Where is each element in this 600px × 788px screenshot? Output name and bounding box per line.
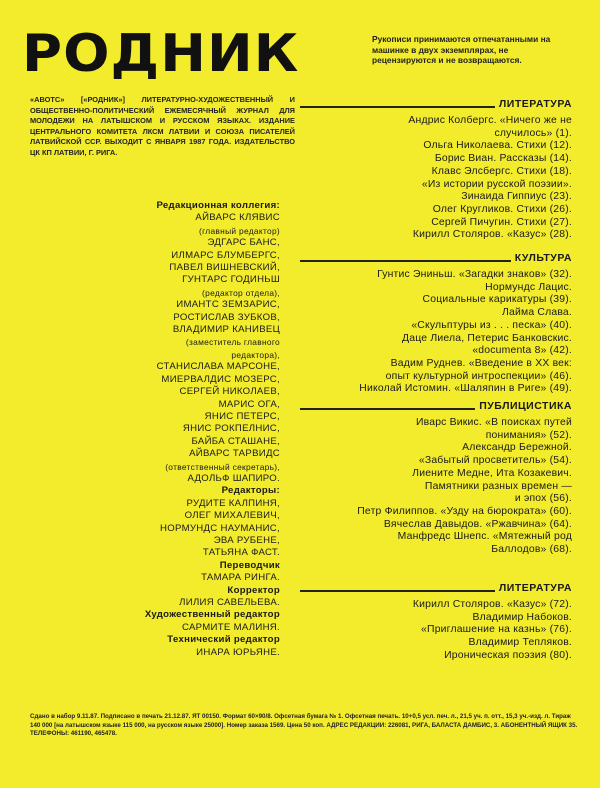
board-member: СЕРГЕЙ НИКОЛАЕВ, [179,386,280,398]
toc-entry: «Из истории русской поэзии». [421,178,572,190]
toc-entry: Петр Филиппов. «Узду на бюрократа» (60). [357,505,572,517]
toc-entry: Сергей Пичугин. Стихи (27). [431,216,572,228]
board-member: ЭВА РУБЕНЕ, [213,534,280,546]
board-member: НОРМУНДС НАУМАНИС, [160,522,280,534]
board-member: ЭДГАРС БАНС, [207,237,280,249]
board-member: АДОЛЬФ ШАПИРО. [187,472,280,484]
board-member: ИЛМАРС БЛУМБЕРГС, [171,249,280,261]
toc-entry: Даце Лиела, Петерис Банковскис. [402,332,572,344]
board-member: ЛИЛИЯ САВЕЛЬЕВА. [179,597,280,608]
toc-entry: понимания» (52). [485,429,572,441]
toc-entry: Вадим Руднев. «Введение в XX век: [390,357,572,369]
board-heading: Технический редактор [167,634,280,646]
board-member: (редактор отдела), [202,287,280,298]
toc-entry: Александр Бережной. [462,442,572,454]
board-member: ЯНИС ПЕТЕРС, [204,410,280,422]
toc-section [300,251,572,396]
toc-entry: Владимир Тепляков. [468,637,572,649]
board-member: ЯНИС РОКПЕЛНИС, [182,423,280,435]
board-member: АЙВАРС ТАРВИДС [189,448,280,460]
toc-entry: «Забытый просветитель» (54). [418,455,572,467]
toc-entry: Лайма Слава. [501,307,572,319]
toc-entry: случилось» (1). [494,127,572,139]
board-member: редактора), [231,349,280,360]
toc-entry: Иварс Викис. «В поисках путей [415,417,572,428]
board-member: ТАТЬЯНА ФАСТ. [202,547,280,559]
toc-section [300,581,572,663]
toc-entry: Кирилл Столяров. «Казус» (72). [412,599,572,610]
toc-entry: Кирилл Столяров. «Казус» (28). [412,229,572,241]
board-member: АЙВАРС КЛЯВИС [195,212,280,224]
board-member: (заместитель главного [185,337,280,348]
toc-entry: Гунтис Эниньш. «Загадки знаков» (32). [377,269,572,280]
board-member: ГУНТАРС ГОДИНЬШ [182,274,280,286]
board-member: ИМАНТС ЗЕМЗАРИС, [176,299,280,311]
section-header [300,97,572,115]
toc-entry: «documenta 8» (42). [472,345,572,357]
board-heading: Редакторы: [221,485,280,497]
toc-entry: опыт культурной интроспекции» (46). [385,370,572,382]
toc-entry: Олег Кругликов. Стихи (26). [432,203,572,215]
section-header [300,399,572,417]
toc-entry: «Скульптуры из . . . песка» (40). [411,319,572,331]
toc-entry: Зинаида Гиппиус (23). [461,191,572,203]
toc-entry: Баллодов» (68). [491,544,572,556]
section-title: ПУБЛИЦИСТИКА [475,400,572,412]
toc-entry: Манфредс Шнепс. «Мятежный род [397,531,572,543]
board-member: СТАНИСЛАВА МАРСОНЕ, [156,361,280,373]
manuscript-notice: Рукописи принимаются отпечатанными на машинке в двух экземплярах, не рецензируются и не возвращаются. [372,34,551,65]
board-member: ПАВЕЛ ВИШНЕВСКИЙ, [169,262,280,274]
board-member: (ответственный секретарь), [165,461,280,472]
board-heading: Редакционная коллегия: [156,200,280,211]
board-heading: Переводчик [219,559,280,571]
board-member: МИЕРВАЛДИС МОЗЕРС, [161,373,280,385]
board-member: (главный редактор) [199,225,280,236]
toc-entry: и эпох (56). [514,493,572,505]
board-member: МАРИС ОГА, [218,398,280,410]
board-member: ВЛАДИМИР КАНИВЕЦ [172,324,280,336]
toc-entry: Андрис Колбергс. «Ничего же не [408,115,572,126]
board-member: БАЙБА СТАШАНЕ, [191,435,280,447]
section-header [300,251,572,269]
board-member: РОСТИСЛАВ ЗУБКОВ, [173,311,280,323]
toc-entry: Социальные карикатуры (39). [422,294,572,306]
board-member: САРМИТЕ МАЛИНЯ. [181,621,280,633]
toc-entry: Борис Виан. Рассказы (14). [434,153,572,165]
board-heading: Художественный редактор [144,609,280,621]
magazine-title: РОДНИК [22,24,300,84]
toc-entry: Нормундс Лацис. [485,281,572,293]
toc-entry: Владимир Набоков. [472,611,572,623]
toc-entry: Вячеслав Давыдов. «Ржавчина» (64). [383,518,572,530]
toc-entry: Ольга Николаева. Стихи (12). [423,140,572,152]
board-heading: Корректор [227,584,280,596]
toc-section [300,399,572,557]
toc-entry: Ироническая поэзия (80). [444,649,572,661]
toc-entry: Памятники разных времен — [424,480,572,492]
toc-entry: Николай Истомин. «Шаляпин в Риге» (49). [359,383,572,395]
section-title: ЛИТЕРАТУРА [495,98,572,110]
board-member: ТАМАРА РИНГА. [201,572,280,584]
toc-section [300,97,572,242]
section-title: КУЛЬТУРА [511,252,572,264]
publication-description: «АВОТС» [«РОДНИК»] ЛИТЕРАТУРНО-ХУДОЖЕСТВЕННЫЙ И ОБЩЕСТВЕННО-ПОЛИТИЧЕСКИЙ ЕЖЕМЕСЯЧНЫЙ ЖУРНАЛ ДЛЯ МОЛОДЕЖИ НА ЛАТЫШСКОМ И РУССКОМ ЯЗЫКАХ. ИЗДАНИЕ ЦЕНТРАЛЬНОГО КОМИТЕТА ЛКСМ ЛАТВИИ И СОЮЗА ПИСАТЕЛЕЙ ЛАТВИЙСКОЙ ССР. ВЫХОДИТ С ЯНВАРЯ 1987 ГОДА. ИЗДАТЕЛЬСТВО ЦК КП ЛАТВИИ, Г. РИГА. [30,95,295,157]
editorial-board [10,200,280,659]
toc-entry: Лиените Медне, Ита Козакевич. [412,467,572,479]
section-title: ЛИТЕРАТУРА [495,582,572,594]
toc-entry: «Приглашение на казнь» (76). [421,624,572,636]
board-member: РУДИТЕ КАЛПИНЯ, [186,497,280,509]
imprint: Сдано в набор 9.11.87. Подписано в печать 21.12.87. ЯТ 00150. Формат 60×90/8. Офсетная бумага № 1. Офсетная печать. 10+0,5 усл. печ. л., 21,5 уч. п. отт., 15,3 уч.-изд. л. Тираж 140 000 [на латышском языке 115 000, на русском языке 25000]. Номер заказа 1569. Цена 50 коп. АДРЕС РЕДАКЦИИ: 226081, РИГА, БАЛАСТА ДАМБИС, 3. АБОНЕНТНЫЙ ЯЩИК 35. ТЕЛЕФОНЫ: 461190, 465478. [30,713,578,737]
toc-entry: Клавс Элсбергс. Стихи (18). [431,165,572,177]
board-member: ИНАРА ЮРЬЯНЕ. [196,646,280,658]
board-member: ОЛЕГ МИХАЛЕВИЧ, [184,510,280,522]
section-header [300,581,572,599]
